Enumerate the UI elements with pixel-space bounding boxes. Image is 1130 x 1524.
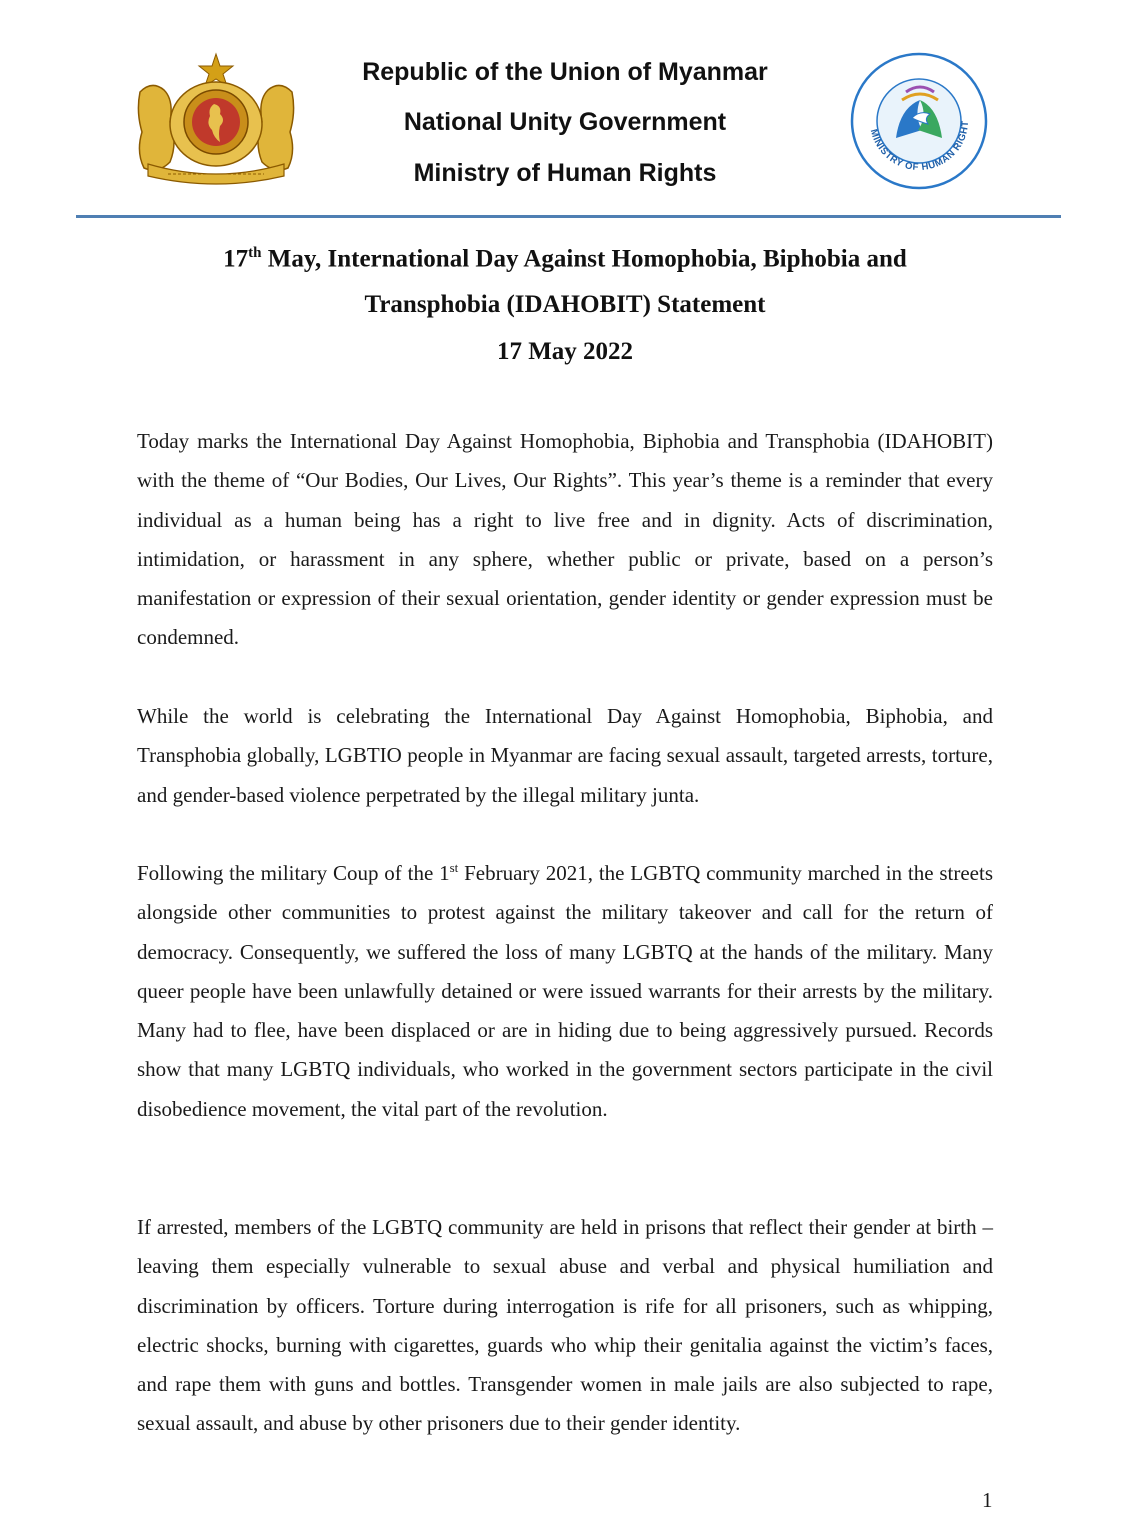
- paragraph-3-ordinal: st: [449, 860, 459, 875]
- paragraph-3-start: Following the military Coup of the 1: [137, 861, 450, 885]
- paragraph-1: Today marks the International Day Against Homophobia, Biphobia and Transphobia (IDAHOBIT) with the theme of “Our Bodies, Our Lives, Our Rights”. This year’s theme is a reminder that every individual as a human being has a right to live free and in dignity. Acts of discrimination, intimidation, or harassment in any sphere, whether public or private, based on a person’s manifestation or expression of their sexual orientation, gender identity or gender expression must be condemned.: [137, 429, 993, 650]
- statement-title-line1: [0, 245, 1130, 273]
- paragraph-3-rest: February 2021, the LGBTQ community marched in the streets alongside other communities to protest against the military takeover and call for the return of democracy. Consequently, we suffered the loss of many LGBTQ at the hands of the military. Many queer people have been unlawfully detained or were issued warrants for their arrests by the military. Many had to flee, have been displaced or are in hiding due to being aggressively pursued. Records show that many LGBTQ individuals, who worked in the government sectors participate in the civil disobedience movement, the vital part of the revolution.: [137, 861, 993, 1121]
- seal-text: MINISTRY OF HUMAN RIGHT: [867, 120, 972, 174]
- statement-title-line2: Transphobia (IDAHOBIT) Statement: [364, 291, 766, 318]
- government-name: National Unity Government: [403, 108, 727, 136]
- title-ordinal: th: [248, 245, 262, 261]
- country-name: Republic of the Union of Myanmar: [362, 58, 768, 86]
- page-number: 1: [982, 1488, 993, 1512]
- paragraph-3: [137, 854, 993, 1129]
- title-text: May, International Day Against Homophobia, Biphobia and: [261, 245, 907, 273]
- title-day: 17: [223, 245, 249, 273]
- header-divider: [76, 215, 1061, 218]
- ministry-name: Ministry of Human Rights: [413, 159, 717, 187]
- statement-date: 17 May 2022: [496, 338, 634, 365]
- paragraph-4: If arrested, members of the LGBTQ community are held in prisons that reflect their gender at birth – leaving them especially vulnerable to sexual abuse and verbal and physical humiliation and discrimination by officers. Torture during interrogation is rife for all prisoners, such as whipping, electric shocks, burning with cigarettes, guards who whip their genitalia against the victim’s faces, and rape them with guns and bottles. Transgender women in male jails are also subjected to rape, sexual assault, and abuse by other prisoners due to their gender identity.: [137, 1215, 993, 1436]
- letterhead: [0, 0, 1130, 230]
- paragraph-2: While the world is celebrating the International Day Against Homophobia, Biphobia, and Transphobia globally, LGBTIO people in Myanmar are facing sexual assault, targeted arrests, torture, and gender-based violence perpetrated by the illegal military junta.: [137, 704, 993, 807]
- ministry-seal-icon: [850, 52, 988, 190]
